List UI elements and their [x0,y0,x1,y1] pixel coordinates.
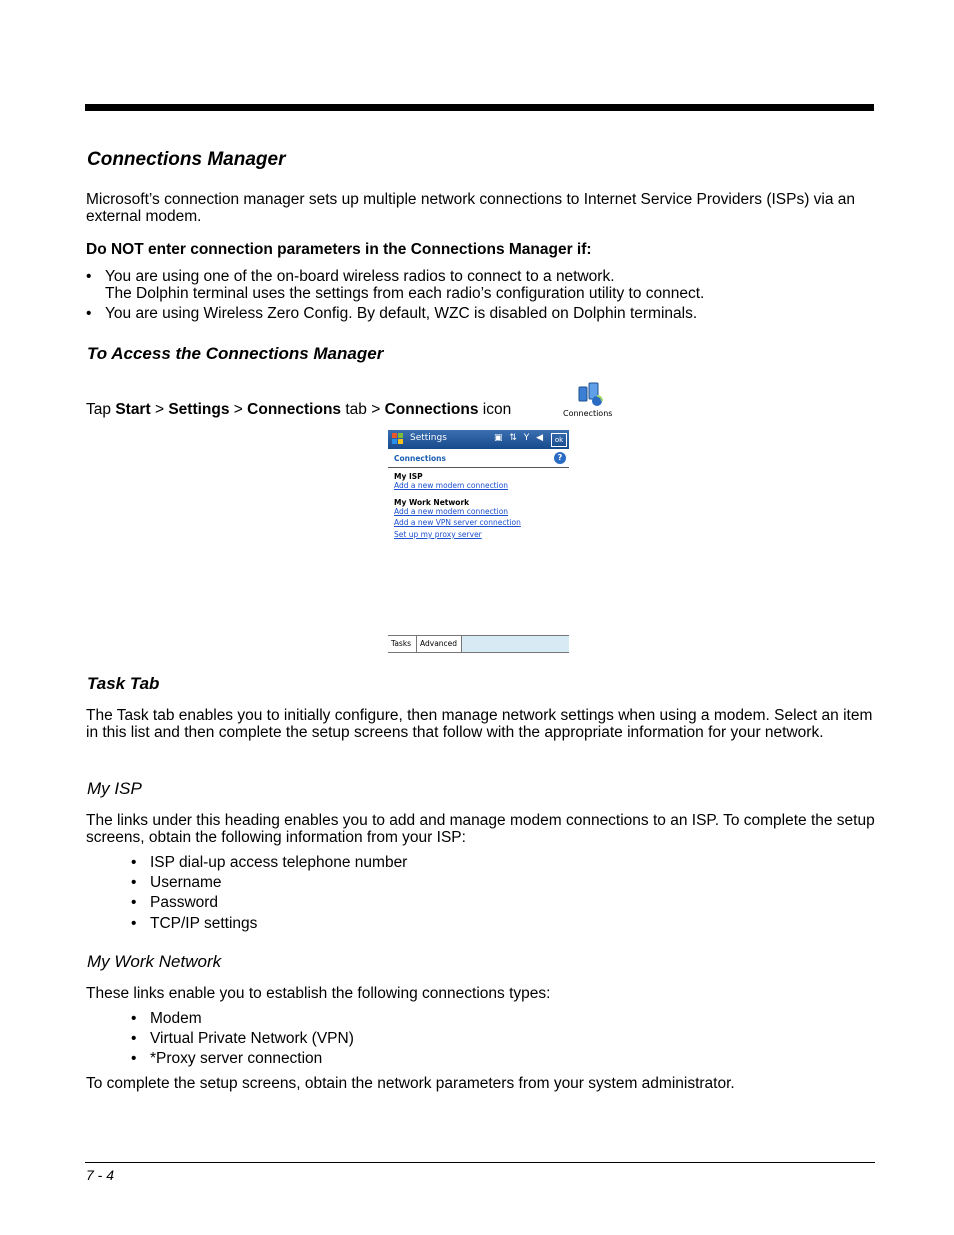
page-number: 7 - 4 [86,1167,115,1183]
help-icon[interactable]: ? [554,452,566,464]
warning-text: Do NOT enter connection parameters in the Connections Manager if: [86,241,592,258]
my-isp-heading: My ISP [87,779,142,798]
device-screenshot [388,430,569,653]
isp-add-modem-link[interactable]: Add a new modem connection [394,481,509,490]
warning-bullet: • You are using one of the on-board wireless radios to connect to a network. The Dolphin terminal uses the settings from each radio’s configuration utility to connect. [86,268,705,302]
list-item-text: Modem [150,1010,202,1027]
connections-tab-term: Connections [247,401,342,418]
my-isp-subheading: My ISP [394,472,423,481]
list-item: • *Proxy server connection [131,1050,323,1067]
task-tab-heading: Task Tab [87,674,160,693]
work-add-modem-link[interactable]: Add a new modem connection [394,507,509,516]
bullet-text: You are using one of the on-board wireless radios to connect to a network. [105,268,615,285]
device-title: Settings [410,433,447,443]
warning-bullet: • You are using Wireless Zero Config. By default, WZC is disabled on Dolphin terminals. [86,305,698,322]
list-item: • TCP/IP settings [131,915,258,932]
list-item: • Password [131,894,219,911]
list-item-text: ISP dial-up access telephone number [150,854,408,871]
work-network-subheading: My Work Network [394,498,470,507]
list-item: • Username [131,874,222,891]
bullet-text-continued: The Dolphin terminal uses the settings from each radio’s configuration utility to connect. [105,285,705,302]
work-add-vpn-link[interactable]: Add a new VPN server connection [394,518,521,527]
settings-term: Settings [168,401,230,418]
intro-paragraph: Microsoft’s connection manager sets up multiple network connections to Internet Service Providers (ISPs) via an external modem. [86,191,856,225]
work-network-body: These links enable you to establish the following connections types: [86,985,551,1002]
tab-tasks[interactable]: Tasks [388,636,417,652]
connections-icon [563,381,625,421]
my-isp-body: The links under this heading enables you to add and manage modem connections to an ISP. To complete the setup screens, obtain the following information from your ISP: [86,812,875,846]
windows-start-icon[interactable] [392,433,404,445]
list-item-text: Password [150,894,219,911]
start-term: Start [115,401,151,418]
list-item: • ISP dial-up access telephone number [131,854,408,871]
connections-icon-term: Connections [384,401,479,418]
access-heading: To Access the Connections Manager [87,344,384,363]
page-title: Connections Manager [87,149,286,170]
icon-word: icon [482,401,512,418]
bullet-text: You are using Wireless Zero Config. By default, WZC is disabled on Dolphin terminals. [105,305,698,322]
top-rule [85,104,874,111]
footer-rule [85,1162,875,1163]
status-icons: ▣ ⇅ Y ◀ [493,433,545,443]
connections-icon-label: Connections [563,409,613,418]
work-network-heading: My Work Network [87,952,222,971]
list-item-text: Virtual Private Network (VPN) [150,1030,354,1047]
device-tab-bar [388,635,569,653]
tab-word: tab > [345,401,381,418]
separator: > [233,401,243,418]
list-item: • Virtual Private Network (VPN) [131,1030,354,1047]
closing-paragraph: To complete the setup screens, obtain the network parameters from your system administrator. [86,1075,735,1092]
divider [388,467,569,468]
device-heading: Connections [394,454,446,463]
tap-word: Tap [86,401,111,418]
tab-advanced[interactable]: Advanced [416,636,462,652]
separator: > [154,401,165,418]
task-tab-body: The Task tab enables you to initially configure, then manage network settings when using a modem. Select an item in this list and then complete the setup screens that follow with the appropriate information for your network. [86,707,873,741]
list-item: • Modem [131,1010,202,1027]
list-item-text: *Proxy server connection [150,1050,323,1067]
device-titlebar [388,430,569,449]
list-item-text: TCP/IP settings [150,915,258,932]
list-item-text: Username [150,874,222,891]
ok-button[interactable]: ok [551,433,567,447]
access-instructions [86,401,876,418]
proxy-server-link[interactable]: Set up my proxy server [394,530,482,539]
